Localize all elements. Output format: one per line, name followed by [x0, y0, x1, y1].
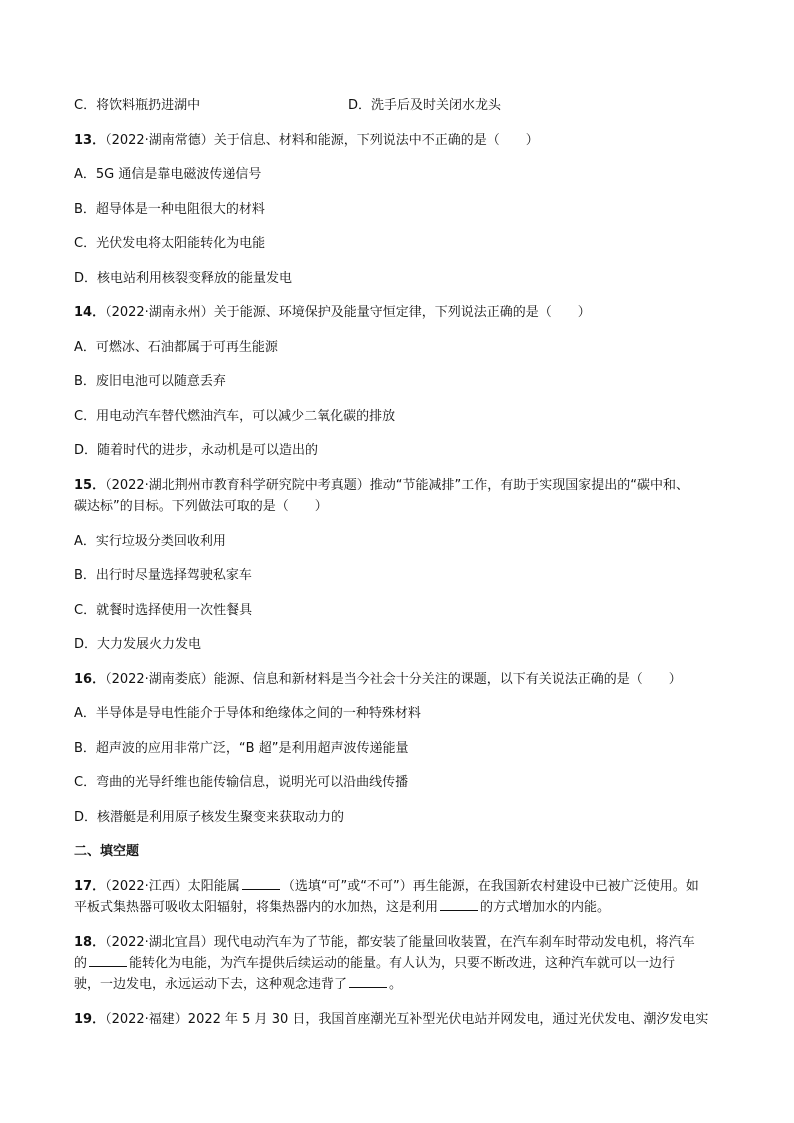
- q12-option-c: C．将饮料瓶扔进湖中: [74, 98, 201, 113]
- q15-option-a: A．实行垃圾分类回收利用: [74, 534, 226, 549]
- q17-line1: [74, 877, 699, 897]
- q16-option-a: A．半导体是导电性能介于导体和绝缘体之间的一种特殊材料: [74, 706, 421, 721]
- q16-text: （2022·湖南娄底）能源、信息和新材料是当今社会十分关注的课题，以下有关说法正确的是（ ）: [105, 672, 682, 687]
- q16-option-b: B．超声波的应用非常广泛，“B 超”是利用超声波传递能量: [74, 741, 409, 756]
- q19-text-1: （2022·福建）2022 年 5 月 30 日，我国首座潮光互补型光伏电站并网发电，通过光伏发电、潮汐发电实: [105, 1012, 709, 1027]
- q14-text: （2022·湖南永州）关于能源、环境保护及能量守恒定律，下列说法正确的是（ ）: [105, 305, 591, 320]
- q15-stem-line1: [74, 476, 689, 496]
- q16-number: 16．: [74, 672, 106, 687]
- q15-text-1: （2022·湖北荆州市教育科学研究院中考真题）推动“节能减排”工作，有助于实现国家提出的“碳中和、: [105, 478, 690, 493]
- q19-line1: [74, 1010, 708, 1030]
- q17-blank-2[interactable]: [440, 898, 478, 911]
- q18-text-2b: 能转化为电能，为汽车提供后续运动的能量。有人认为，只要不断改进，这种汽车就可以一边行: [129, 956, 676, 971]
- q17-text-1a: （2022·江西）太阳能属: [105, 879, 240, 894]
- q16-stem: [74, 670, 682, 690]
- q12-option-d: D．洗手后及时关闭水龙头: [348, 98, 502, 113]
- q13-number: 13．: [74, 133, 106, 148]
- q13-option-c: C．光伏发电将太阳能转化为电能: [74, 236, 266, 251]
- q13-stem: [74, 131, 539, 151]
- q14-number: 14．: [74, 305, 106, 320]
- q18-blank-1[interactable]: [89, 954, 127, 967]
- q17-blank-1[interactable]: [242, 877, 280, 890]
- q14-option-a: A．可燃冰、石油都属于可再生能源: [74, 340, 278, 355]
- q18-text-3b: 。: [389, 977, 403, 992]
- q15-stem-line2: 碳达标”的目标。下列做法可取的是（ ）: [74, 499, 328, 514]
- q14-option-d: D．随着时代的进步，永动机是可以造出的: [74, 443, 319, 458]
- q15-number: 15．: [74, 478, 106, 493]
- q13-text: （2022·湖南常德）关于信息、材料和能源，下列说法中不正确的是（ ）: [105, 133, 539, 148]
- q15-option-c: C．就餐时选择使用一次性餐具: [74, 603, 253, 618]
- q18-text-3a: 驶，一边发电，永远运动下去，这种观念违背了: [74, 977, 348, 992]
- q18-line2: [74, 954, 675, 974]
- q14-stem: [74, 303, 591, 323]
- q17-text-1b: （选填“可”或“不可”）再生能源，在我国新农村建设中已被广泛使用。如: [281, 879, 699, 894]
- q16-option-c: C．弯曲的光导纤维也能传输信息，说明光可以沿曲线传播: [74, 775, 409, 790]
- q14-option-c: C．用电动汽车替代燃油汽车，可以减少二氧化碳的排放: [74, 409, 396, 424]
- q17-text-2a: 平板式集热器可吸收太阳辐射，将集热器内的水加热，这是利用: [74, 900, 439, 915]
- q18-line1: [74, 933, 695, 953]
- q17-number: 17．: [74, 879, 106, 894]
- q18-line3: [74, 975, 402, 995]
- q15-option-d: D．大力发展火力发电: [74, 637, 202, 652]
- q13-option-b: B．超导体是一种电阻很大的材料: [74, 202, 265, 217]
- q18-number: 18．: [74, 935, 106, 950]
- q18-text-1: （2022·湖北宜昌）现代电动汽车为了节能，都安装了能量回收装置，在汽车刹车时带动发电机，将汽车: [105, 935, 695, 950]
- q18-blank-2[interactable]: [349, 975, 387, 988]
- q15-option-b: B．出行时尽量选择驾驶私家车: [74, 568, 252, 583]
- q19-number: 19．: [74, 1012, 106, 1027]
- section-fill-in-title: 二、填空题: [74, 844, 140, 859]
- q17-line2: [74, 898, 610, 918]
- q14-option-b: B．废旧电池可以随意丢弃: [74, 374, 226, 389]
- q18-text-2a: 的: [74, 956, 88, 971]
- q16-option-d: D．核潜艇是利用原子核发生聚变来获取动力的: [74, 810, 345, 825]
- q13-option-d: D．核电站利用核裂变释放的能量发电: [74, 271, 293, 286]
- q17-text-2b: 的方式增加水的内能。: [480, 900, 611, 915]
- q13-option-a: A．5G 通信是靠电磁波传递信号: [74, 167, 262, 182]
